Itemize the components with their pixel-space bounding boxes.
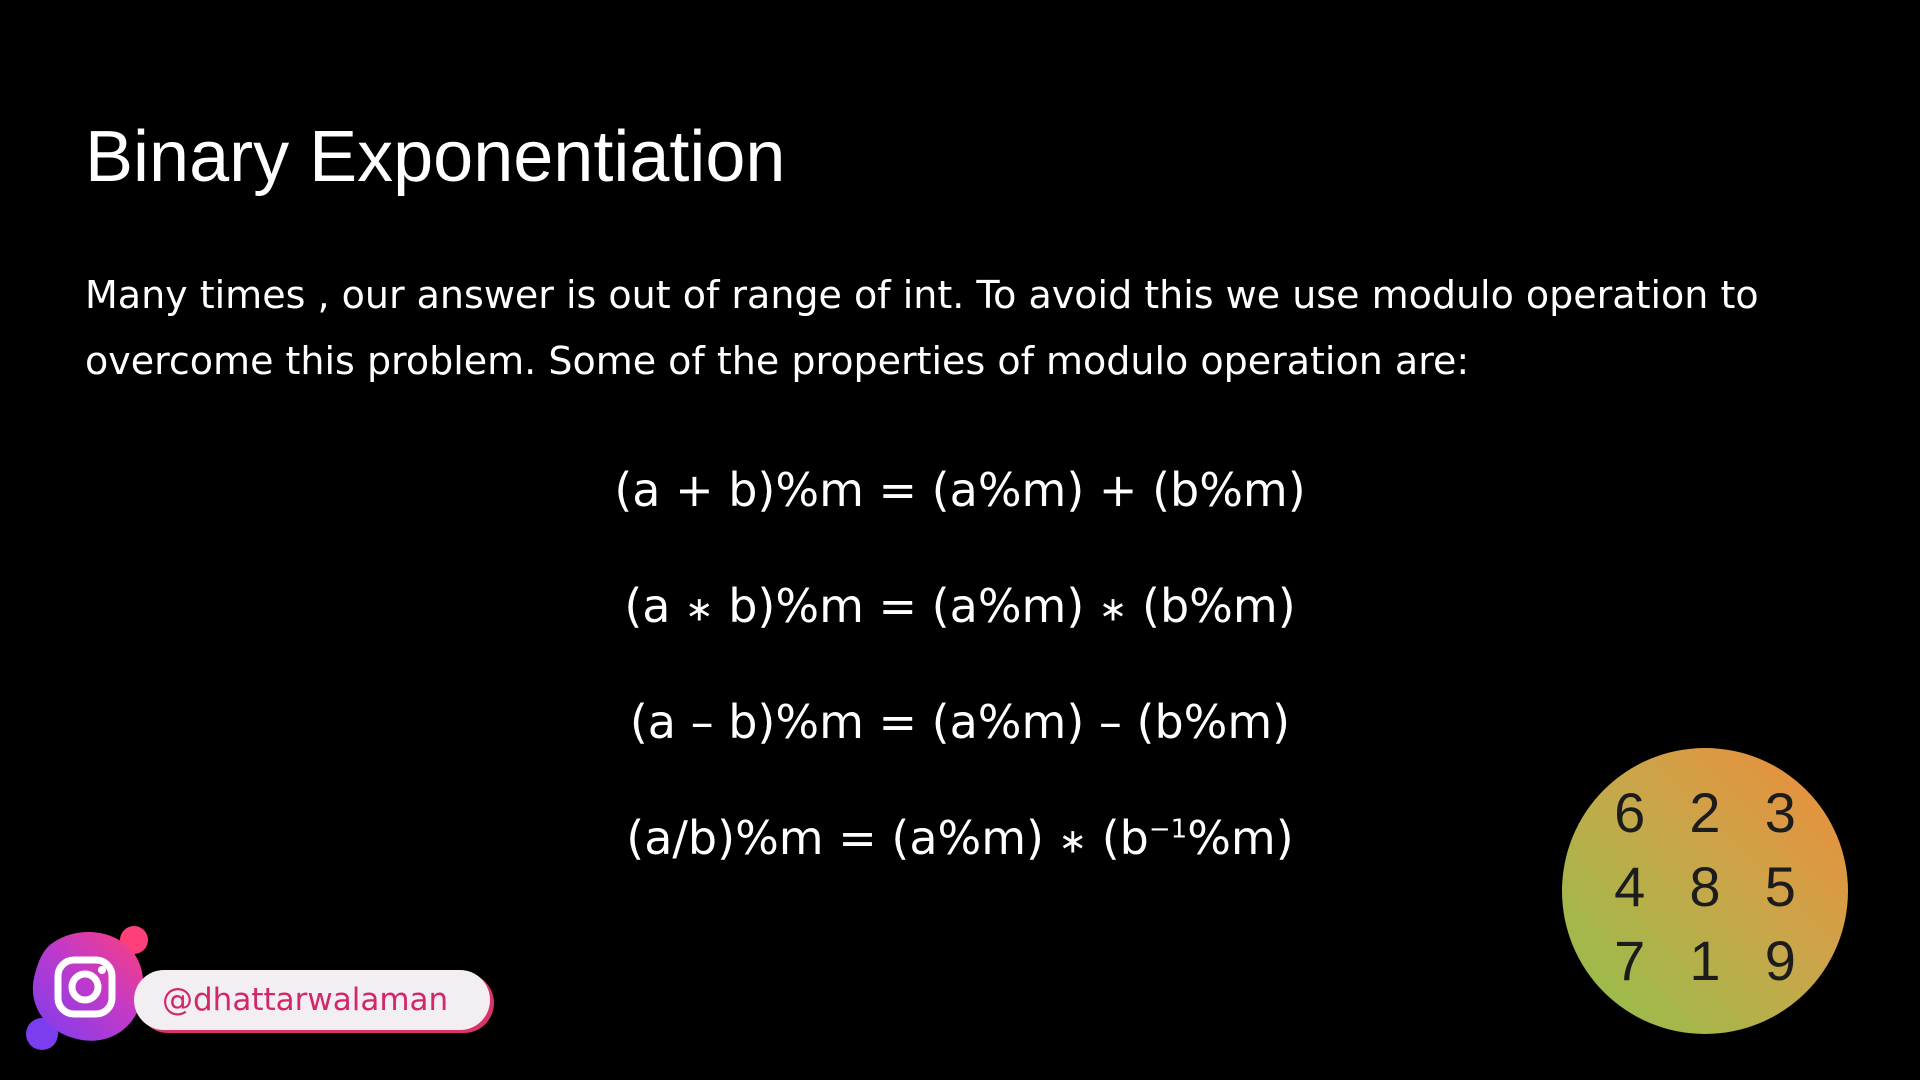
inverse-exponent: −1 (1148, 814, 1188, 845)
formula-division-right: %m) (1187, 811, 1294, 865)
number-cell: 2 (1689, 781, 1721, 844)
number-cell: 7 (1614, 929, 1646, 992)
number-cell: 9 (1764, 929, 1796, 992)
formula-multiplication-right: (b%m) (1127, 579, 1296, 633)
formula-multiplication (0, 548, 1920, 664)
number-cell: 3 (1764, 781, 1796, 844)
multiply-operator: ∗ (1098, 589, 1128, 630)
formula-subtraction: (a – b)%m = (a%m) – (b%m) (629, 695, 1291, 749)
formula-addition: (a + b)%m = (a%m) + (b%m) (614, 463, 1306, 517)
number-cell: 8 (1689, 855, 1721, 918)
slide-title: Binary Exponentiation (85, 117, 786, 197)
instagram-badge[interactable] (24, 922, 484, 1052)
formula-division-left: (a/b)%m = (a%m) (626, 811, 1059, 865)
intro-line-2: overcome this problem. Some of the properties of modulo operation are: (85, 339, 1470, 383)
multiply-operator: ∗ (1058, 821, 1088, 862)
intro-paragraph (85, 262, 1885, 394)
instagram-handle[interactable]: @dhattarwalaman (162, 982, 449, 1018)
number-cell: 1 (1689, 929, 1721, 992)
multiply-operator: ∗ (685, 589, 714, 630)
intro-line-1: Many times , our answer is out of range of int. To avoid this we use modulo operation to (85, 273, 1759, 317)
number-cell: 6 (1614, 781, 1646, 844)
number-cell: 5 (1764, 855, 1796, 918)
formula-multiplication-left: (a (624, 579, 686, 633)
number-cell: 4 (1614, 855, 1646, 918)
number-grid (1592, 782, 1818, 992)
formula-multiplication-mid: b)%m = (a%m) (713, 579, 1099, 633)
formula-division-base: (b (1087, 811, 1149, 865)
number-grid-logo (1562, 748, 1848, 1034)
